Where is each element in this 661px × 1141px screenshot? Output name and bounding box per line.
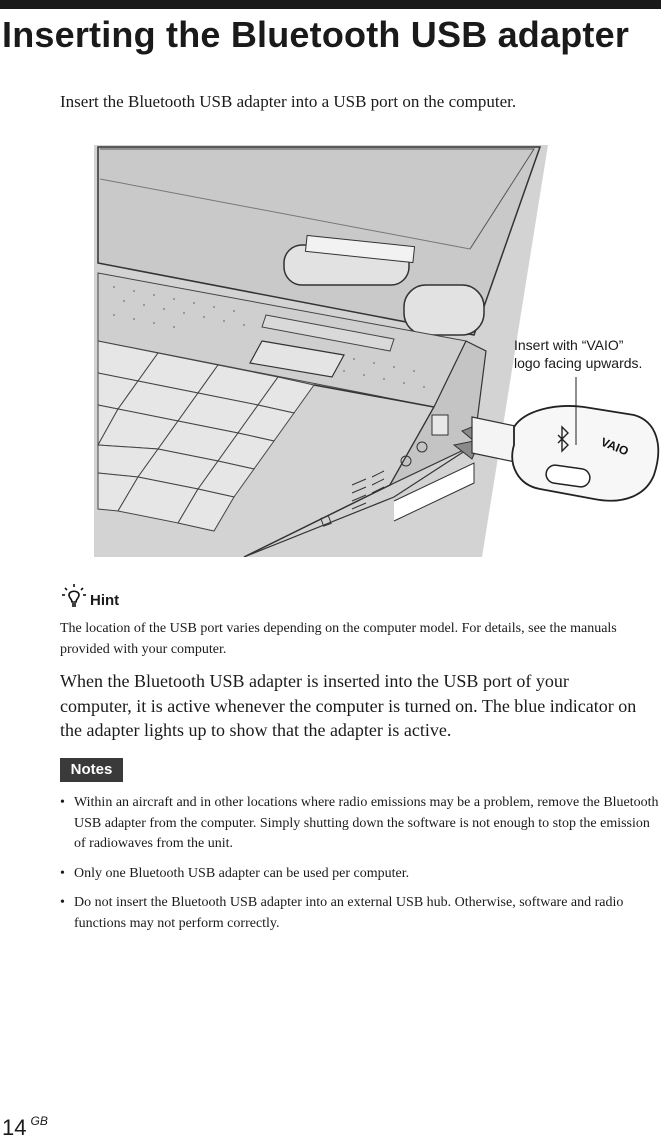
- hint-text: The location of the USB port varies depending on the computer model. For details, see the manuals provided with your computer.: [60, 621, 617, 657]
- top-rule: [0, 0, 661, 9]
- hint-label: Hint: [90, 592, 120, 609]
- notes-badge: Notes: [60, 758, 123, 782]
- page-footer: [2, 1115, 48, 1141]
- callout-line-2: logo facing upwards.: [514, 355, 643, 371]
- note-text: Within an aircraft and in other locations where radio emissions may be a problem, remove the Bluetooth USB adapter from the computer. Simply shutting down the software is not enough to stop the emission of radiowaves from the unit.: [74, 795, 659, 851]
- callout-line-1: Insert with “VAIO”: [514, 337, 624, 353]
- list-item: • Do not insert the Bluetooth USB adapter into an external USB hub. Otherwise, software and radio functions may not perform correctly.: [60, 895, 624, 931]
- hint-heading: [62, 584, 119, 613]
- lightbulb-icon: [62, 584, 86, 613]
- list-item: • Within an aircraft and in other locations where radio emissions may be a problem, remove the Bluetooth USB adapter from the computer. Simply shutting down the software is not enough to stop the emission of radiowaves from the unit.: [60, 795, 659, 851]
- note-text: Do not insert the Bluetooth USB adapter into an external USB hub. Otherwise, software and radio functions may not perform correctly.: [74, 895, 624, 931]
- page-suffix: GB: [30, 1114, 48, 1128]
- right-hinge: [404, 285, 484, 335]
- list-item: • Only one Bluetooth USB adapter can be used per computer.: [60, 865, 410, 881]
- callout-text: [514, 336, 642, 372]
- body-paragraph: When the Bluetooth USB adapter is inserted into the USB port of your computer, it is active whenever the computer is turned on. The blue indicator on the adapter lights up to show that the adapter is active.: [60, 671, 637, 740]
- page-title: Inserting the Bluetooth USB adapter: [2, 14, 630, 55]
- note-text: Only one Bluetooth USB adapter can be used per computer.: [74, 865, 410, 881]
- notes-list: [60, 793, 661, 943]
- intro-text: Insert the Bluetooth USB adapter into a USB port on the computer.: [60, 92, 517, 111]
- adapter-logo: VAIO: [598, 434, 631, 459]
- page-number: 14: [2, 1115, 27, 1140]
